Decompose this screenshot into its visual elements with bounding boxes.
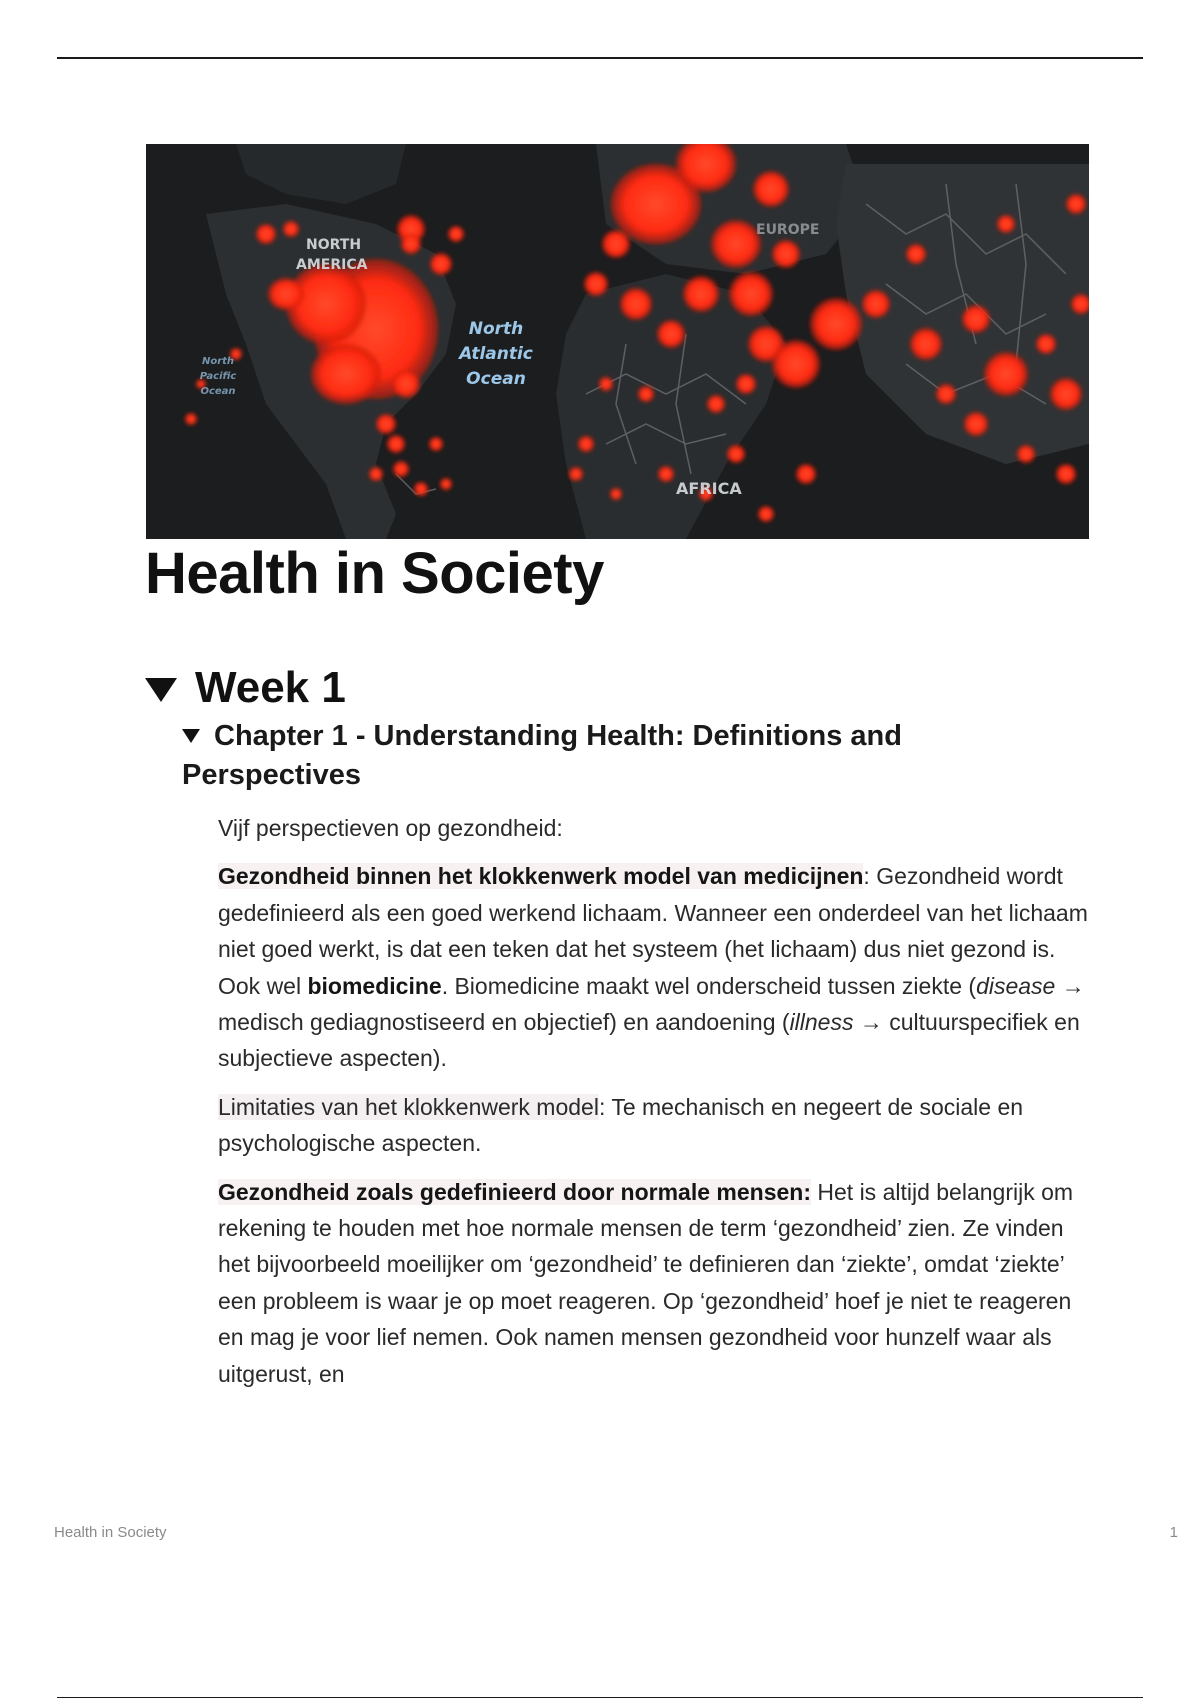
week-heading: Week 1 [195,663,346,712]
footer-page-number: 1 [1169,1524,1178,1541]
bottom-rule [57,1697,1143,1698]
paragraph-clockwork-model: Gezondheid binnen het klokkenwerk model van medicijnen: Gezondheid wordt gedefinieerd als een goed werkend lichaam. Wanneer een onderdeel van het lichaam niet goed werkt, is dat een teken dat het systeem (het lichaam) dus niet gezond is. Ook wel biomedicine. Biomedicine maakt wel onderscheid tussen ziekte (disease → medisch gediagnostiseerd en objectief) en aandoening (illness → cultuurspecifiek en subjectieve aspecten). [218,863,1088,1072]
map-label-ocean-line1: North [468,319,524,339]
italic-term: illness [789,1009,854,1036]
italic-term: disease [976,972,1056,999]
highlighted-term: Limitaties van het klokkenwerk model [218,1093,599,1120]
svg-text:Ocean: Ocean [466,369,526,389]
paragraph-limitations: Limitaties van het klokkenwerk model: Te mechanisch en negeert de sociale en psychologische aspecten. [218,1093,1024,1157]
paragraph-lay-definitions: Gezondheid zoals gedefinieerd door normale mensen: Het is altijd belangrijk om rekening te houden met hoe normale mensen de term ‘gezondheid’ zien. Ze vinden het bijvoorbeeld moeilijker om ‘gezondheid’ te definieren dan ‘ziekte’, omdat ‘ziekte’ een probleem is waar je op moet reageren. Op ‘gezondheid’ hoef je niet te reageren en mag je voor lief nemen. Ook namen mensen gezondheid voor hunzelf waar als uitgerust, en [218,1178,1074,1387]
map-label-europe: EUROPE [756,222,820,238]
chapter-content [218,810,1098,1404]
footer-doc-name: Health in Society [54,1524,167,1541]
chapter-heading: Chapter 1 - Understanding Health: Definitions and Perspectives [182,720,902,791]
svg-text:Ocean: Ocean [200,386,236,397]
map-label-pacific-line1: North [201,356,235,367]
bold-term: biomedicine [307,972,442,999]
highlighted-term: Gezondheid binnen het klokkenwerk model van medicijnen [218,863,864,890]
highlighted-term: Gezondheid zoals gedefinieerd door normale mensen: [218,1178,811,1205]
intro-paragraph: Vijf perspectieven op gezondheid: [218,815,563,841]
cover-image [146,144,1089,539]
toggle-triangle-icon[interactable] [145,678,177,702]
page-title: Health in Society [145,541,604,606]
map-label-africa: AFRICA [676,479,742,498]
top-rule [57,57,1143,59]
toggle-week-1[interactable] [145,660,346,716]
toggle-triangle-icon[interactable] [182,729,200,743]
world-map-hotspots-illustration [146,144,1089,539]
svg-text:AMERICA: AMERICA [296,257,368,273]
toggle-chapter-1[interactable] [182,717,982,795]
svg-text:Pacific: Pacific [199,371,237,382]
svg-text:Atlantic: Atlantic [459,344,533,364]
map-label-north-america: NORTH [306,237,362,253]
